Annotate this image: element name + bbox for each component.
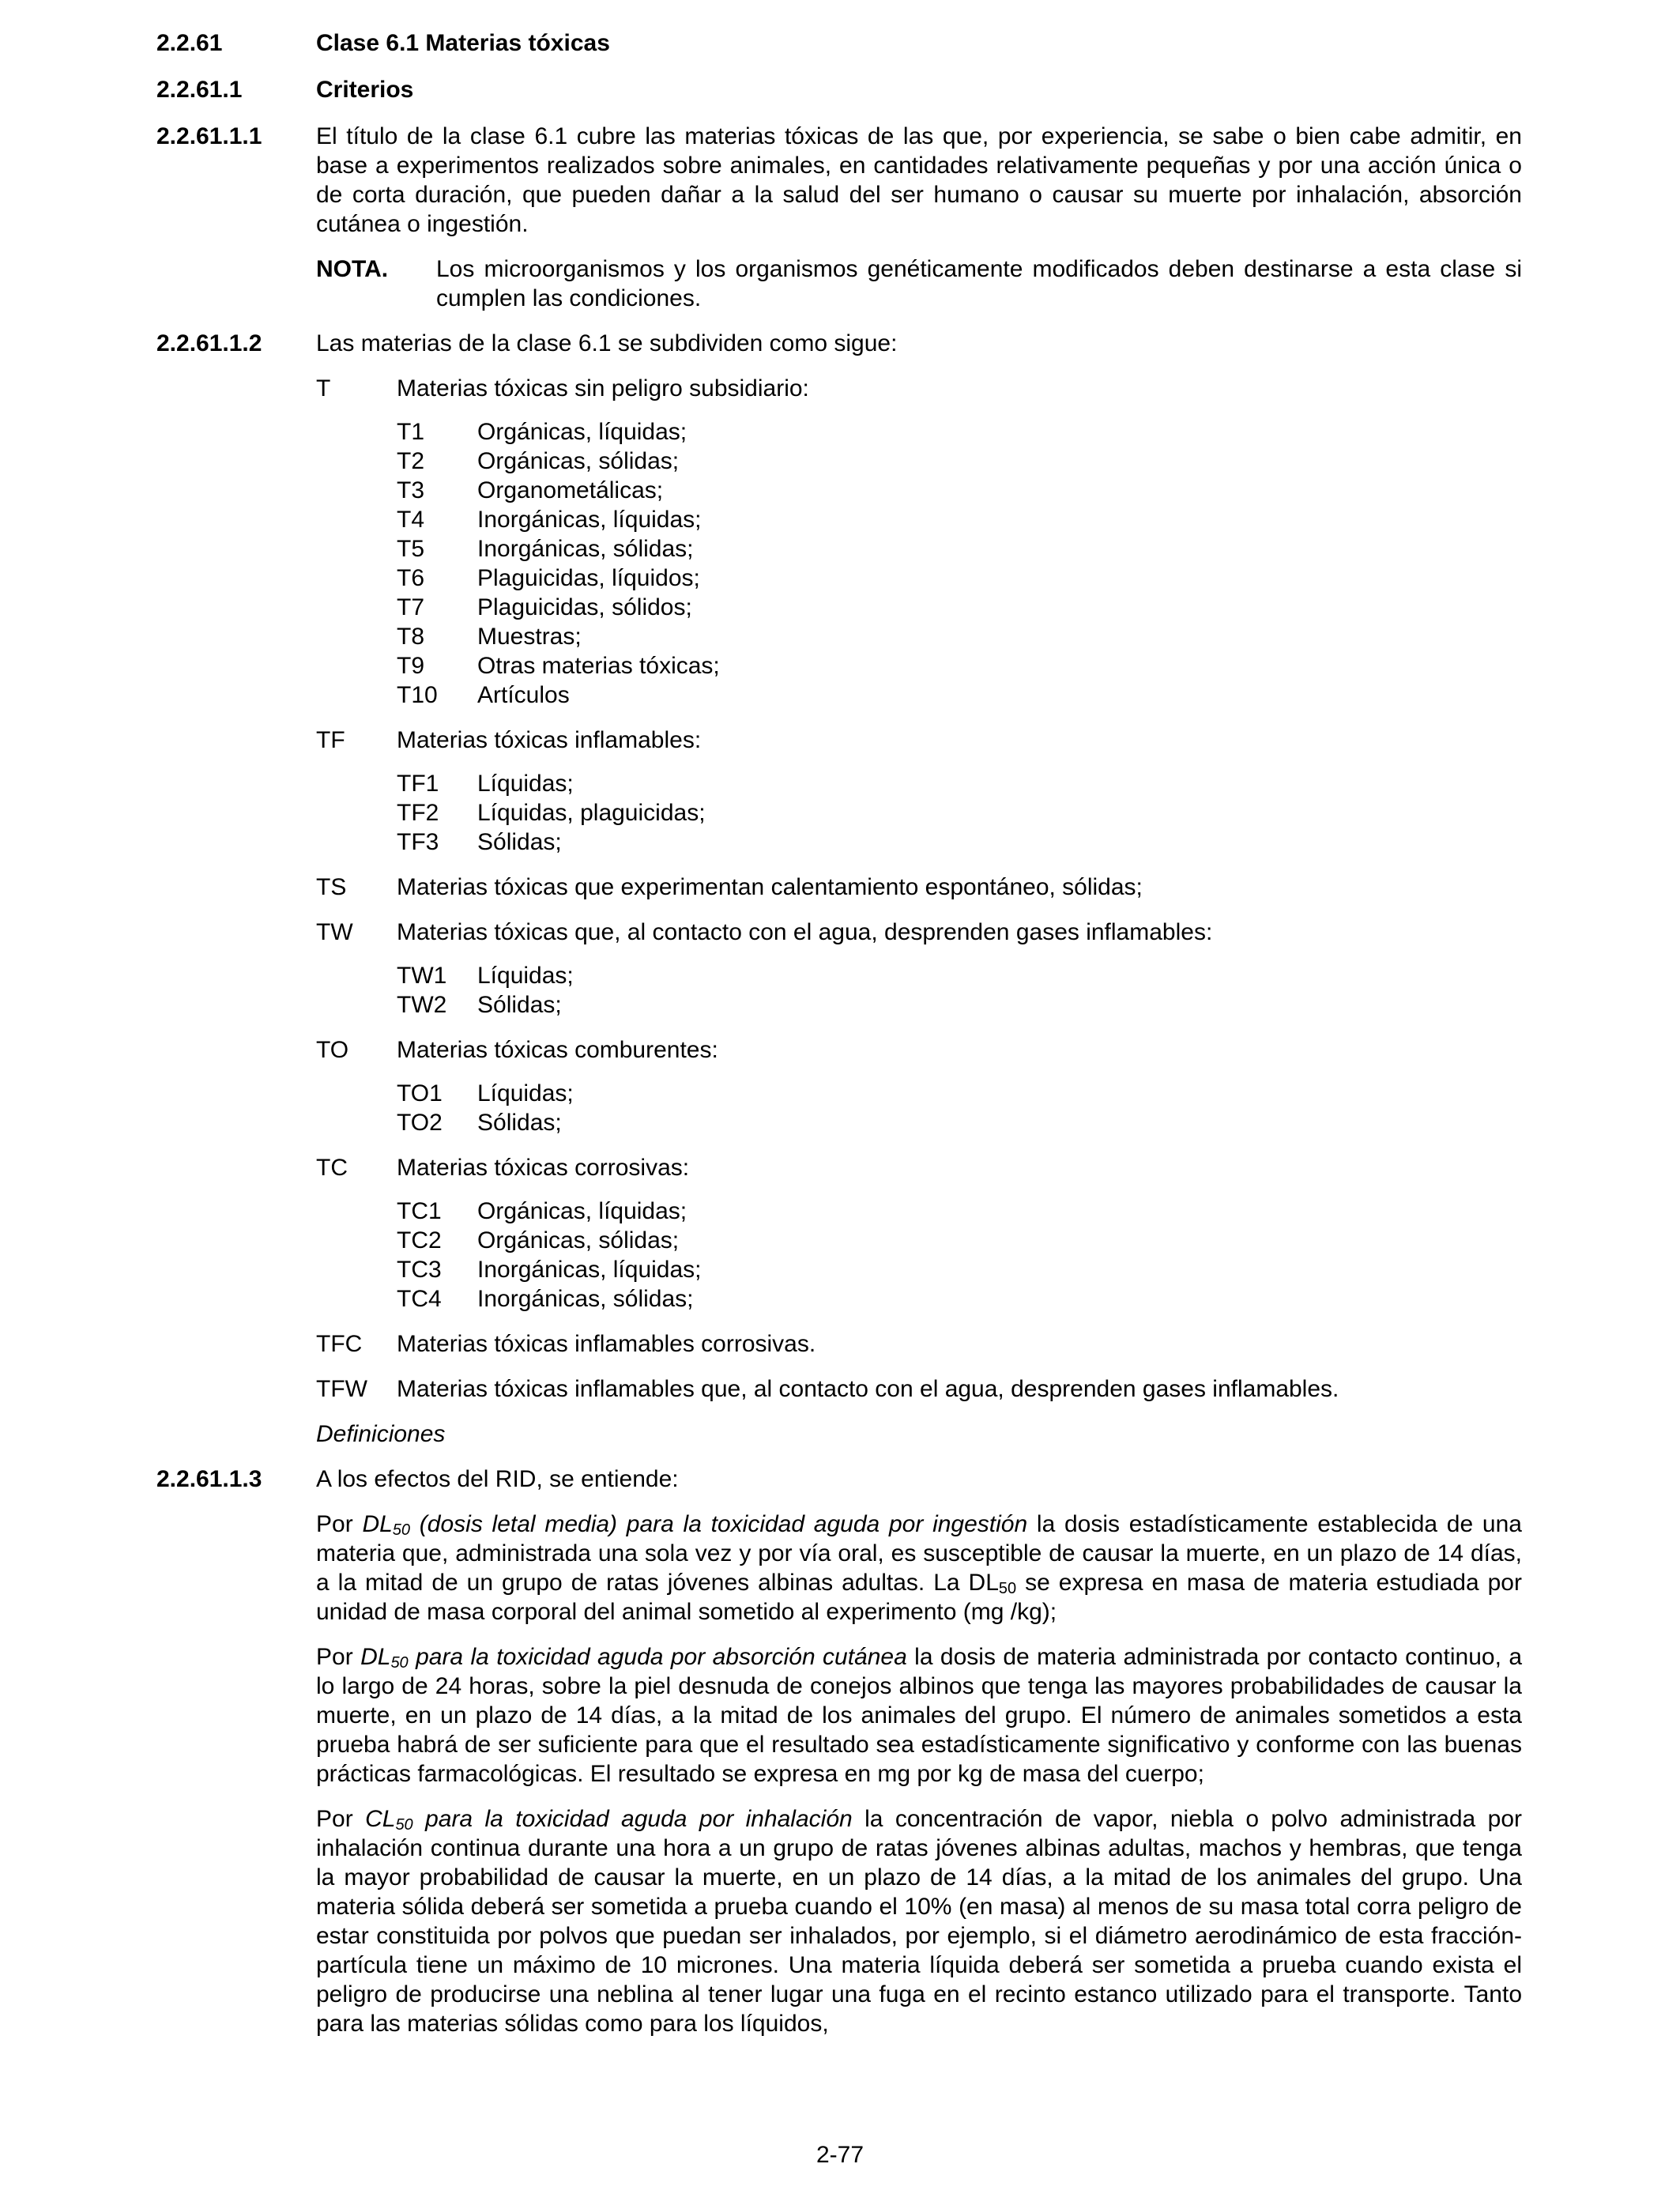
document-page [156, 28, 1522, 2038]
subcategory-label: Inorgánicas, líquidas; [477, 507, 702, 533]
subcategory-tc2 [397, 1226, 1522, 1255]
category-label: Materias tóxicas corrosivas: [397, 1155, 690, 1181]
category-tfc [316, 1329, 1522, 1359]
subcategory-t4 [397, 505, 1522, 534]
subcategory-label: Artículos [477, 682, 570, 708]
subcategory-code: T3 [397, 477, 425, 503]
subcategory-label: Líquidas; [477, 963, 574, 989]
definitions-heading: Definiciones [316, 1421, 446, 1447]
subcategory-tf3 [397, 827, 1522, 857]
classification-codes-list [316, 374, 1522, 1404]
subcategory-label: Inorgánicas, sólidas; [477, 536, 694, 562]
subcategory-code: TO2 [397, 1110, 443, 1136]
note-text: Los microorganismos y los organismos genéticamente modificados deben destinarse a esta clase si cumplen las condiciones. [436, 256, 1522, 311]
category-code: TF [316, 727, 345, 753]
subcategory-label: Organometálicas; [477, 477, 664, 503]
paragraph-number: 2.2.61.1.2 [156, 330, 262, 356]
subcategory-label: Líquidas; [477, 771, 574, 797]
category-label: Materias tóxicas que experimentan calentamiento espontáneo, sólidas; [397, 874, 1143, 900]
section-number: 2.2.61 [156, 30, 223, 56]
definition-lead: Por [316, 1806, 366, 1832]
paragraph-number: 2.2.61.1.3 [156, 1466, 262, 1492]
definition-lead: Por [316, 1511, 363, 1537]
subcategory-label: Orgánicas, sólidas; [477, 448, 680, 474]
subcategory-label: Orgánicas, sólidas; [477, 1227, 680, 1253]
subcategory-label: Inorgánicas, sólidas; [477, 1286, 694, 1312]
note-label: NOTA. [316, 256, 389, 282]
category-label: Materias tóxicas inflamables que, al contacto con el agua, desprenden gases inflamables. [397, 1376, 1339, 1402]
category-code: TFW [316, 1376, 367, 1402]
subcategory-label: Líquidas; [477, 1080, 574, 1106]
category-code: T [316, 375, 331, 401]
subcategory-t10 [397, 680, 1522, 710]
criteria-title: Criterios [316, 77, 414, 103]
subcategory-label: Sólidas; [477, 829, 562, 855]
subcategory-to1 [397, 1079, 1522, 1108]
subcategory-t5 [397, 534, 1522, 564]
subcategory-code: TF3 [397, 829, 439, 855]
subcategory-t3 [397, 476, 1522, 505]
criteria-number: 2.2.61.1 [156, 77, 243, 103]
definition-lc50-inhalation [316, 1804, 1522, 2038]
category-label: Materias tóxicas sin peligro subsidiario: [397, 375, 809, 401]
subcategory-label: Orgánicas, líquidas; [477, 419, 687, 445]
section-title: Clase 6.1 Materias tóxicas [316, 30, 610, 56]
category-label: Materias tóxicas inflamables corrosivas. [397, 1331, 816, 1357]
subcategory-code: T4 [397, 507, 425, 533]
subcategory-tf1 [397, 769, 1522, 798]
subcategory-code: TW1 [397, 963, 447, 989]
subcategory-code: T6 [397, 565, 425, 591]
definition-ld50-oral: Por $DL_{50}$ (dosis letal media) para la toxicidad aguda por ingestión la dosis estadísticamente establecida de una materia que, administrada una sola vez y por vía oral, es susceptible de causar la muerte, en un plazo de 14 días, a la mitad de un grupo de ratas jóvenes albinas adultas. La $DL_{50}$ se expresa en masa de materia estudiada por unidad de masa corporal del animal sometido al experimento (mg /kg); [316, 1511, 1522, 1625]
subcategory-code: TC2 [397, 1227, 442, 1253]
subcategory-code: T7 [397, 594, 425, 620]
subcategory-code: T1 [397, 419, 425, 445]
paragraph-2-2-61-1-2 [156, 329, 1522, 1449]
subcategory-t1 [397, 417, 1522, 447]
definition-term: $DL_{50}$ para la toxicidad aguda por absorción cutánea [360, 1644, 907, 1672]
subcategory-label: Inorgánicas, líquidas; [477, 1257, 702, 1283]
category-code: TW [316, 919, 353, 945]
subcategory-tw1 [397, 961, 1522, 990]
subcategory-code: TC4 [397, 1286, 442, 1312]
subcategory-code: TW2 [397, 992, 447, 1018]
page-number: 2-77 [816, 2142, 864, 2168]
subcategory-list [316, 769, 1522, 857]
category-to [316, 1035, 1522, 1065]
category-code: TS [316, 874, 347, 900]
definition-term: $DL_{50}$ (dosis letal media) para la toxicidad aguda por ingestión [362, 1511, 1028, 1539]
subcategory-code: T2 [397, 448, 425, 474]
subcategory-t7 [397, 593, 1522, 622]
category-label: Materias tóxicas inflamables: [397, 727, 702, 753]
subcategory-label: Muestras; [477, 624, 582, 650]
subcategory-list [316, 1079, 1522, 1137]
section-heading [156, 28, 1522, 58]
subcategory-label: Sólidas; [477, 992, 562, 1018]
subcategory-t9 [397, 651, 1522, 680]
paragraph-text: El título de la clase 6.1 cubre las materias tóxicas de las que, por experiencia, se sabe o bien cabe admitir, en base a experimentos realizados sobre animales, en cantidades relativamente pequeñas y por una acción única o de corta duración, que pueden dañar a la salud del ser humano o causar su muerte por inhalación, absorción cutánea o ingestión. [316, 123, 1522, 237]
subcategory-tc4 [397, 1284, 1522, 1314]
category-tc [316, 1153, 1522, 1182]
subcategory-tw2 [397, 990, 1522, 1020]
subcategory-tf2 [397, 798, 1522, 827]
subcategory-label: Otras materias tóxicas; [477, 653, 720, 679]
category-tfw [316, 1374, 1522, 1404]
subcategory-label: Líquidas, plaguicidas; [477, 800, 706, 826]
definition-lead: Por [316, 1644, 361, 1670]
paragraph-intro: Las materias de la clase 6.1 se subdividen como sigue: [316, 330, 898, 356]
paragraph-number: 2.2.61.1.1 [156, 123, 262, 149]
subcategory-list [316, 1197, 1522, 1314]
subcategory-t8 [397, 622, 1522, 651]
subcategory-tc1 [397, 1197, 1522, 1226]
category-tf [316, 726, 1522, 755]
subcategory-label: Plaguicidas, líquidos; [477, 565, 700, 591]
category-tw [316, 918, 1522, 947]
definition-ld50-dermal [316, 1642, 1522, 1789]
subcategory-label: Sólidas; [477, 1110, 562, 1136]
category-code: TC [316, 1155, 348, 1181]
paragraph-2-2-61-1-1 [156, 122, 1522, 313]
subcategory-t2 [397, 447, 1522, 476]
note-block [316, 254, 1522, 313]
subcategory-code: TF2 [397, 800, 439, 826]
subcategory-code: TF1 [397, 771, 439, 797]
category-code: TO [316, 1037, 349, 1063]
category-code: TFC [316, 1331, 363, 1357]
category-label: Materias tóxicas comburentes: [397, 1037, 718, 1063]
definition-text: la concentración de vapor, niebla o polvo administrada por inhalación continua durante una hora a un grupo de ratas jóvenes albinas adultas, machos y hembras, que tenga la mayor probabilidad de causar la muerte, en un plazo de 14 días, a la mitad de los animales del grupo. Una materia sólida deberá ser sometida a prueba cuando el 10% (en masa) al menos de su masa total corra peligro de estar constituida por polvos que puedan ser inhalados, por ejemplo, si el diámetro aerodinámico de esta fracción-partícula tiene un máximo de 10 micrones. Una materia líquida deberá ser sometida a prueba cuando exista el peligro de producirse una neblina al tener lugar una fuga en el recinto estanco utilizado para el transporte. Tanto para las materias sólidas como para los líquidos, [316, 1806, 1522, 2037]
subcategory-list [316, 961, 1522, 1020]
category-t [316, 374, 1522, 403]
subcategory-tc3 [397, 1255, 1522, 1284]
subcategory-t6 [397, 564, 1522, 593]
category-label: Materias tóxicas que, al contacto con el agua, desprenden gases inflamables: [397, 919, 1213, 945]
category-ts [316, 873, 1522, 902]
definition-term: $CL_{50}$ para la toxicidad aguda por inhalación [365, 1806, 853, 1834]
definition-text: la dosis de materia administrada por contacto continuo, a lo largo de 24 horas, sobre la piel desnuda de conejos albinos que tenga las mayores probabilidades de causar la muerte, en un plazo de 14 días, a la mitad de los animales del grupo. El número de animales sometidos a esta prueba habrá de ser suficiente para que el resultado sea estadísticamente significativo y conforme con las buenas prácticas farmacológicas. El resultado se expresa en mg por kg de masa del cuerpo; [316, 1644, 1522, 1787]
criteria-heading [156, 75, 1522, 104]
subcategory-code: T8 [397, 624, 425, 650]
subcategory-list [316, 417, 1522, 710]
subcategory-label: Orgánicas, líquidas; [477, 1198, 687, 1224]
paragraph-2-2-61-1-3 [156, 1465, 1522, 2038]
subcategory-code: TO1 [397, 1080, 443, 1106]
subcategory-code: TC3 [397, 1257, 442, 1283]
subcategory-code: TC1 [397, 1198, 442, 1224]
subcategory-code: T5 [397, 536, 425, 562]
subcategory-code: T9 [397, 653, 425, 679]
paragraph-intro: A los efectos del RID, se entiende: [316, 1466, 679, 1492]
subcategory-label: Plaguicidas, sólidos; [477, 594, 692, 620]
definition-text: la dosis estadísticamente establecida de una materia que, administrada una sola vez y por vía oral, es susceptible de causar la muerte, en un plazo de 14 días, a la mitad de un grupo de ratas jóvenes albinas adultas. La DL [316, 1511, 1522, 1596]
subcategory-to2 [397, 1108, 1522, 1137]
subcategory-code: T10 [397, 682, 438, 708]
